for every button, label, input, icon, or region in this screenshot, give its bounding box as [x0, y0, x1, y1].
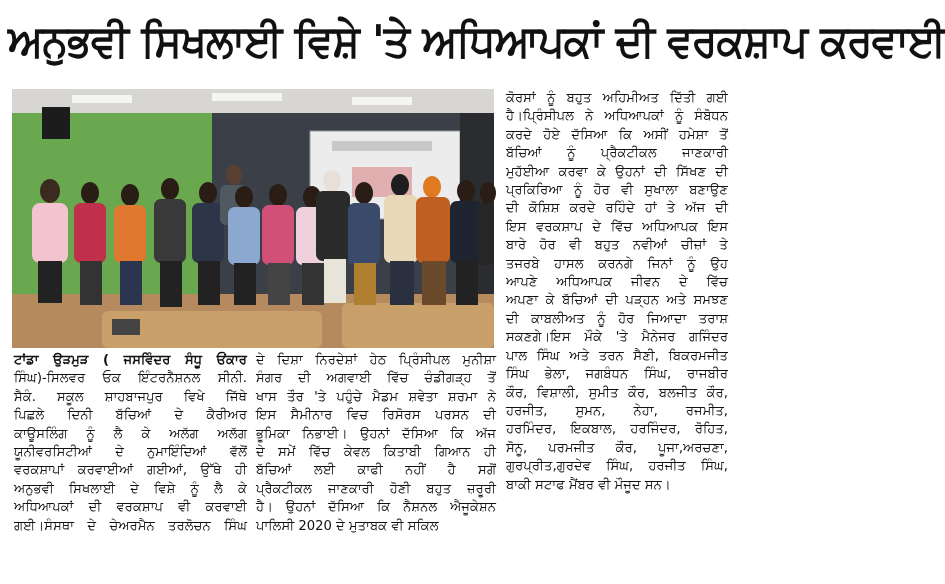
column1-line: ਅਨੁਭਵੀ ਸਿਖਲਾਈ ਦੇ ਵਿਸ਼ੇ ਨੂੰ ਲੈ ਕੇ [14, 481, 247, 497]
column2-line: ਦੇ ਦਿਸ਼ਾ ਨਿਰਦੇਸ਼ਾਂ ਹੇਠ ਪ੍ਰਿੰਸੀਪਲ ਮੁਨੀਸ਼ਾ [256, 353, 496, 368]
column1-line: ਅਧਿਆਪਕਾਂ ਦੀ ਵਰਕਸ਼ਾਪ ਵੀ ਕਰਵਾਈ [14, 500, 247, 516]
column3-line: ਇਸ ਵਰਕਸ਼ਾਪ ਦੇ ਵਿੱਚ ਅਧਿਆਪਕ ਇਸ [506, 219, 728, 235]
column1-line: ਸੈਕੰ. ਸਕੂਲ ਸ਼ਾਹਬਾਜਪੁਰ ਵਿਖੇ ਜਿੱਥੇ [14, 389, 247, 405]
column2-line: ਇਸ ਸੈਮੀਨਾਰ ਵਿਚ ਰਿਸੋਰਸ ਪਰਸਨ ਦੀ [256, 408, 496, 424]
column3-line: ਹੈ।ਪ੍ਰਿੰਸੀਪਲ ਨੇ ਅਧਿਆਪਕਾਂ ਨੂੰ ਸੰਬੋਧਨ [506, 109, 728, 125]
column3-line: ਪਾਲ ਸਿੰਘ ਅਤੇ ਤਰਨ ਸੈਣੀ, ਬਿਕਰਮਜੀਤ [506, 348, 728, 364]
column2-line: ਪ੍ਰੈਕਟੀਕਲ ਜਾਣਕਾਰੀ ਹੋਣੀ ਬਹੁਤ ਜ਼ਰੂਰੀ [256, 481, 496, 497]
column3-line: ਦੀ ਕਾਬਲੀਅਤ ਨੂੰ ਹੋਰ ਜਿਆਦਾ ਤਰਾਸ਼ [506, 311, 728, 327]
group-photo [12, 89, 494, 348]
column3-line: ਕਰਦੇ ਹੋਏ ਦੱਸਿਆ ਕਿ ਅਸੀਂ ਹਮੇਸ਼ਾ ਤੋਂ [506, 127, 728, 143]
byline: ਟਾਂਡਾ ਉੜਮੁੜ ( ਜਸਵਿੰਦਰ ਸੰਧੂ ਓਂਕਾਰ [14, 353, 247, 368]
article-column-1 [14, 352, 247, 536]
column2-line: ਸੰਗਰ ਦੀ ਅਗਵਾਈ ਵਿੱਚ ਚੰਡੀਗੜ੍ਹ ਤੋਂ [256, 371, 496, 387]
column1-line: ਪਿਛਲੇ ਦਿਨੀ ਬੱਚਿਆਂ ਦੇ ਕੈਰੀਅਰ [14, 408, 247, 424]
column3-line: ਬਾਕੀ ਸਟਾਫ ਮੈਂਬਰ ਵੀ ਮੌਜੂਦ ਸਨ। [506, 477, 671, 493]
column2-line: ਪਾਲਿਸੀ 2020 ਦੇ ਮੁਤਾਬਕ ਵੀ ਸਕਿਲ [256, 518, 439, 534]
headline: ਅਨੁਭਵੀ ਸਿਖਲਾਈ ਵਿਸ਼ੇ 'ਤੇ ਅਧਿਆਪਕਾਂ ਦੀ ਵਰਕਸ਼ਾਪ ਕਰਵਾਈ [8, 16, 945, 67]
column3-line: ਸਿੰਘ ਭੇਲਾ, ਜਗਬੰਧਨ ਸਿੰਘ, ਰਾਜਬੀਰ [506, 367, 728, 383]
column1-line: ਵਰਕਸ਼ਾਪਾਂ ਕਰਵਾਈਆਂ ਗਈਆਂ, ਉੱਥੇ ਹੀ [14, 463, 247, 479]
column3-line: ਪ੍ਰਕਿਰਿਆ ਨੂੰ ਹੋਰ ਵੀ ਸੁਖਾਲਾ ਬਣਾਉਣ [506, 183, 728, 199]
column3-line: ਅਪਣਾ ਕੇ ਬੱਚਿਆਂ ਦੀ ਪੜ੍ਹਨ ਅਤੇ ਸਮਝਣ [506, 293, 728, 309]
photo-illustration [12, 89, 494, 348]
column3-line: ਬੱਚਿਆਂ ਨੂੰ ਪ੍ਰੈਕਟੀਕਲ ਜਾਣਕਾਰੀ [506, 146, 728, 162]
column2-line: ਦੇ ਸਮੇਂ ਵਿੱਚ ਕੇਵਲ ਕਿਤਾਬੀ ਗਿਆਨ ਹੀ [256, 445, 496, 461]
column2-line: ਹੈ। ਉਹਨਾਂ ਦੱਸਿਆ ਕਿ ਨੈਸ਼ਨਲ ਐਜੂਕੇਸ਼ਨ [256, 500, 496, 516]
column3-line: ਮੁਹੱਈਆ ਕਰਵਾ ਕੇ ਉਹਨਾਂ ਦੀ ਸਿੱਖਣ ਦੀ [506, 164, 728, 180]
column2-line: ਭੂਮਿਕਾ ਨਿਭਾਈ। ਉਹਨਾਂ ਦੱਸਿਆ ਕਿ ਅੱਜ [256, 426, 496, 442]
column3-line: ਆਪਣੇ ਅਧਿਆਪਕ ਜੀਵਨ ਦੇ ਵਿੱਚ [506, 275, 728, 291]
column3-line: ਹਰਜੀਤ, ਸੁਮਨ, ਨੇਹਾ, ਰਜਮੀਤ, [506, 403, 728, 419]
column3-line: ਕੌਰ, ਵਿਸ਼ਾਲੀ, ਸੁਮੀਤ ਕੌਰ, ਬਲਜੀਤ ਕੌਰ, [506, 385, 728, 401]
column3-line: ਦੀ ਕੋਸ਼ਿਸ਼ ਕਰਦੇ ਰਹਿੰਦੇ ਹਾਂ ਤੇ ਅੱਜ ਦੀ [506, 201, 728, 217]
column3-line: ਗੁਰਪ੍ਰੀਤ,ਗੁਰਦੇਵ ਸਿੰਘ, ਹਰਜੀਤ ਸਿੰਘ, [506, 459, 728, 475]
article-column-3 [506, 90, 728, 495]
article-column-2 [256, 352, 496, 536]
column1-line: ਸਿੰਘ)-ਸਿਲਵਰ ਓਕ ਇੰਟਰਨੈਸ਼ਨਲ ਸੀਨੀ. [14, 371, 247, 387]
column3-line: ਤਜਰਬੇ ਹਾਸਲ ਕਰਨਗੇ ਜਿਨਾਂ ਨੂੰ ਉਹ [506, 256, 728, 272]
column1-line: ਗਈ।ਸੰਸਥਾ ਦੇ ਚੇਅਰਮੈਨ ਤਰਲੋਚਨ ਸਿੰਘ [14, 518, 247, 534]
column2-line: ਬੱਚਿਆਂ ਲਈ ਕਾਫੀ ਨਹੀਂ ਹੈ ਸਗੋਂ [256, 463, 496, 479]
column1-line: ਕਾਊਸਲਿੰਗ ਨੂੰ ਲੈ ਕੇ ਅਲੱਗ ਅਲੱਗ [14, 426, 247, 442]
column3-line: ਹਰਮਿੰਦਰ, ਇਕਬਾਲ, ਹਰਜਿੰਦਰ, ਰੋਹਿਤ, [506, 422, 728, 438]
column3-line: ਕੋਰਸਾਂ ਨੂੰ ਬਹੁਤ ਅਹਿਮੀਅਤ ਦਿੱਤੀ ਗਈ [506, 91, 728, 106]
column3-line: ਸਕਣਗੇ।ਇਸ ਮੌਕੇ 'ਤੇ ਮੈਨੇਜਰ ਗਜਿੰਦਰ [506, 330, 728, 346]
column1-line: ਯੂਨੀਵਰਸਿਟੀਆਂ ਦੇ ਨੁਮਾਇੰਦਿਆਂ ਵੱਲੋਂ [14, 445, 247, 461]
column2-line: ਖਾਸ ਤੌਰ 'ਤੇ ਪਹੁੰਚੇ ਮੈਡਮ ਸ਼ਵੇਤਾ ਸ਼ਰਮਾ ਨੇ [256, 389, 496, 405]
column3-line: ਬਾਰੇ ਹੋਰ ਵੀ ਬਹੁਤ ਨਵੀਆਂ ਚੀਜ਼ਾਂ ਤੇ [506, 238, 728, 254]
column3-line: ਸੋਨੂ, ਪਰਮਜੀਤ ਕੌਰ, ਪੂਜਾ,ਅਰਚਣਾ, [506, 440, 728, 456]
